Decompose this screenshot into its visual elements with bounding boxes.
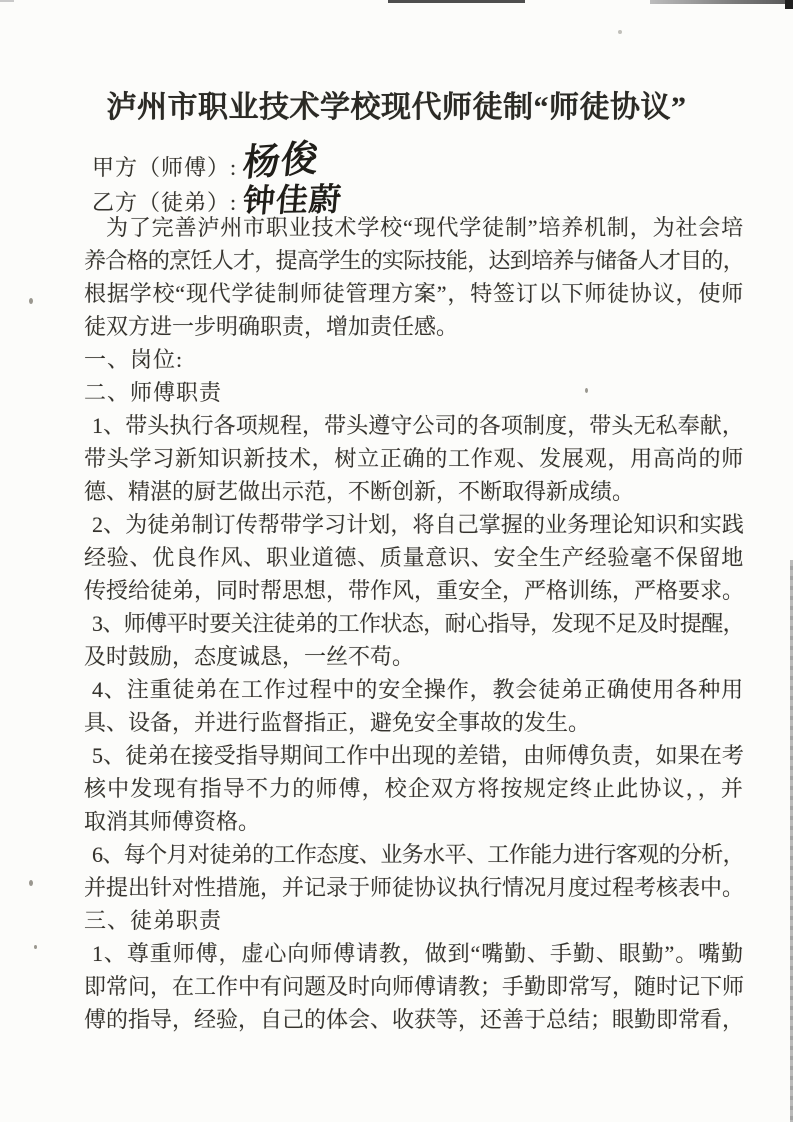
text-line: 5、徒弟在接受指导期间工作中出现的差错，由师傅负责，如果在考 bbox=[92, 743, 744, 768]
intro-paragraph bbox=[84, 211, 744, 343]
apprentice-duty-1 bbox=[84, 937, 744, 1036]
master-duty-6 bbox=[84, 838, 744, 904]
text-line: 即常问，在工作中有问题及时向师傅请教；手勤即常写，随时记下师 bbox=[84, 974, 744, 999]
scan-artifact-top-bar bbox=[388, 0, 525, 3]
parties-block bbox=[92, 138, 344, 219]
document-body bbox=[84, 211, 744, 1036]
text-line: 徒双方进一步明确职责，增加责任感。 bbox=[84, 314, 459, 339]
section-2-heading: 二、师傅职责 bbox=[84, 380, 223, 405]
text-line: 德、精湛的厨艺做出示范，不断创新，不断取得新成绩。 bbox=[84, 479, 635, 504]
text-line: 具、设备，并进行监督指正，避免安全事故的发生。 bbox=[84, 710, 591, 735]
scan-artifact-corner bbox=[785, 0, 793, 9]
party-a-handwritten-signature: 杨俊 bbox=[241, 138, 322, 185]
master-duty-1 bbox=[84, 409, 744, 508]
text-line: 取消其师傅资格。 bbox=[84, 809, 261, 834]
text-line: 1、带头执行各项规程，带头遵守公司的各项制度，带头无私奉献， bbox=[92, 413, 744, 438]
text-line: 4、注重徒弟在工作过程中的安全操作，教会徒弟正确使用各种用 bbox=[92, 677, 744, 702]
ink-speck bbox=[29, 298, 33, 304]
party-a-line bbox=[92, 138, 342, 185]
text-line: 核中发现有指导不力的师傅，校企双方将按规定终止此协议，，并 bbox=[84, 776, 744, 801]
text-line: 带头学习新知识新技术，树立正确的工作观、发展观，用高尚的师 bbox=[84, 446, 744, 471]
text-line: 傅的指导，经验，自己的体会、收获等，还善于总结；眼勤即常看， bbox=[84, 1007, 744, 1032]
section-1-heading: 一、岗位: bbox=[84, 347, 184, 372]
ink-speck bbox=[34, 945, 37, 949]
scan-artifact-top-bar bbox=[0, 0, 14, 2]
text-line: 6、每个月对徒弟的工作态度、业务水平、工作能力进行客观的分析， bbox=[92, 842, 744, 867]
text-line: 经验、优良作风、职业道德、质量意识、安全生产经验毫不保留地 bbox=[84, 545, 744, 570]
text-line: 2、为徒弟制订传帮带学习计划，将自己掌握的业务理论知识和实践 bbox=[92, 512, 744, 537]
scan-artifact-top-bar bbox=[650, 0, 793, 4]
text-line: 及时鼓励，态度诚恳，一丝不苟。 bbox=[84, 644, 415, 669]
text-line: 为了完善泸州市职业技术学校“现代学徒制”培养机制，为社会培 bbox=[106, 215, 744, 240]
master-duty-4 bbox=[84, 673, 744, 739]
master-duty-2 bbox=[84, 508, 744, 607]
party-b-handwritten-signature: 钟佳蔚 bbox=[241, 180, 344, 219]
text-line: 3、师傅平时要关注徒弟的工作状态，耐心指导，发现不足及时提醒， bbox=[92, 611, 744, 636]
master-duty-5 bbox=[84, 739, 744, 838]
text-line: 养合格的烹饪人才，提高学生的实际技能，达到培养与储备人才目的， bbox=[84, 248, 744, 273]
ink-speck bbox=[29, 880, 33, 886]
text-line: 并提出针对性措施，并记录于师徒协议执行情况月度过程考核表中。 bbox=[84, 875, 744, 900]
party-b-label: 乙方（徒弟）: bbox=[92, 190, 238, 215]
text-line: 传授给徒弟，同时帮思想，带作风，重安全，严格训练，严格要求。 bbox=[84, 578, 744, 603]
ink-speck bbox=[618, 30, 622, 34]
section-3-heading: 三、徒弟职责 bbox=[84, 908, 223, 933]
master-duty-3 bbox=[84, 607, 744, 673]
document-title: 泸州市职业技术学校现代师徒制“师徒协议” bbox=[106, 91, 687, 124]
party-a-label: 甲方（师傅）: bbox=[92, 155, 238, 180]
text-line: 1、尊重师傅，虚心向师傅请教，做到“嘴勤、手勤、眼勤”。嘴勤 bbox=[92, 941, 744, 966]
text-line: 根据学校“现代学徒制师徒管理方案”，特签订以下师徒协议，使师 bbox=[84, 281, 744, 306]
